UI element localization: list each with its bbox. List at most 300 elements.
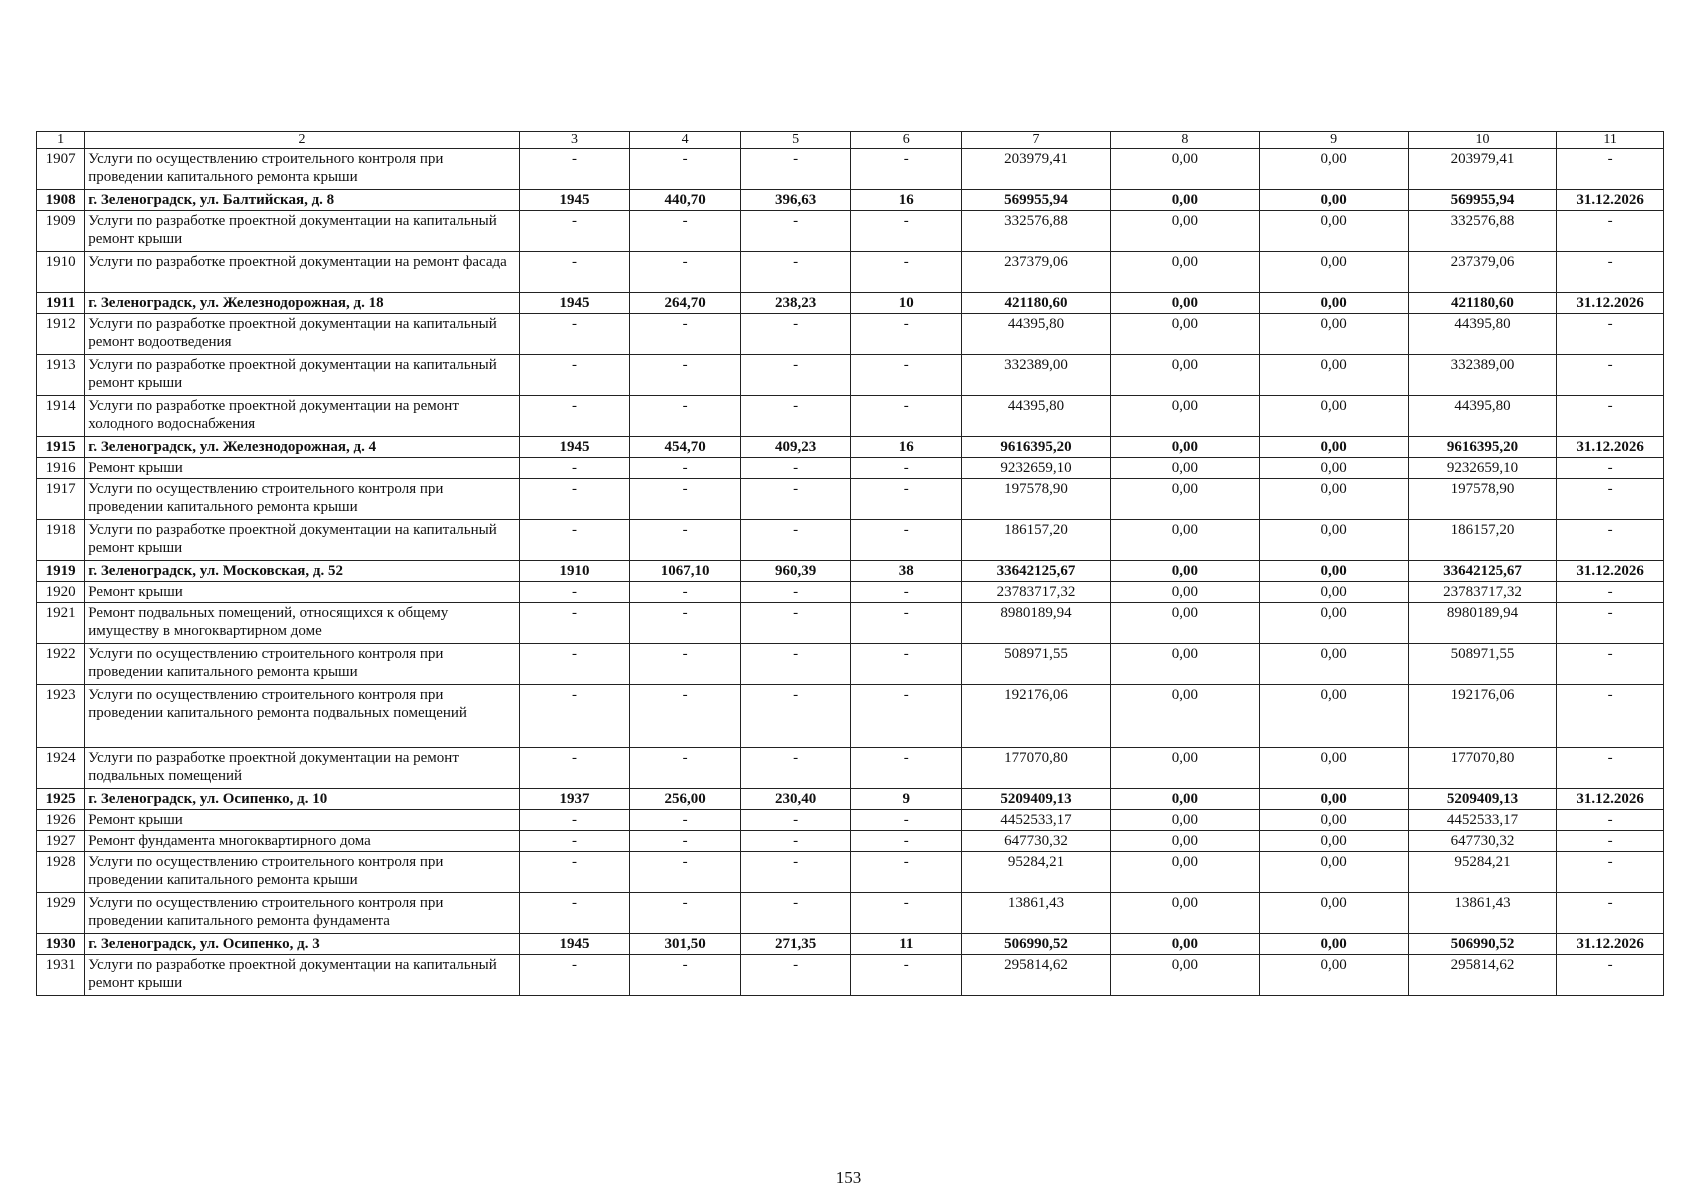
year-built-cell: - (519, 831, 630, 852)
column-header: 3 (519, 132, 630, 149)
cost-col-8-cell: 0,00 (1110, 810, 1259, 831)
row-number-cell: 1918 (37, 520, 85, 561)
residents-cell: 9 (851, 789, 962, 810)
repair-program-table (36, 131, 1664, 996)
completion-date-cell: 31.12.2026 (1557, 561, 1664, 582)
row-number-cell: 1912 (37, 314, 85, 355)
table-header-row (37, 132, 1664, 149)
total-cost-cell: 569955,94 (962, 190, 1111, 211)
total-area-cell: - (630, 852, 741, 893)
work-name-cell: Услуги по осуществлению строительного контроля при проведении капитального ремонта крыши (85, 644, 519, 685)
total-area-cell: 301,50 (630, 934, 741, 955)
work-name-cell: г. Зеленоградск, ул. Железнодорожная, д. 18 (85, 293, 519, 314)
work-name-cell: Услуги по разработке проектной документации на капитальный ремонт крыши (85, 211, 519, 252)
cost-col-8-cell: 0,00 (1110, 190, 1259, 211)
cost-col-8-cell: 0,00 (1110, 582, 1259, 603)
cost-col-9-cell: 0,00 (1259, 561, 1408, 582)
living-area-cell: 230,40 (740, 789, 851, 810)
address-row (37, 437, 1664, 458)
living-area-cell: - (740, 458, 851, 479)
completion-date-cell: 31.12.2026 (1557, 190, 1664, 211)
cost-col-8-cell: 0,00 (1110, 561, 1259, 582)
year-built-cell: - (519, 520, 630, 561)
completion-date-cell: 31.12.2026 (1557, 789, 1664, 810)
year-built-cell: - (519, 582, 630, 603)
total-cost-cell: 23783717,32 (962, 582, 1111, 603)
living-area-cell: - (740, 955, 851, 996)
column-header: 8 (1110, 132, 1259, 149)
cost-col-10-cell: 13861,43 (1408, 893, 1557, 934)
living-area-cell: - (740, 396, 851, 437)
living-area-cell: - (740, 852, 851, 893)
cost-col-9-cell: 0,00 (1259, 355, 1408, 396)
living-area-cell: 396,63 (740, 190, 851, 211)
work-item-row (37, 603, 1664, 644)
work-name-cell: Услуги по осуществлению строительного контроля при проведении капитального ремонта крыши (85, 149, 519, 190)
work-name-cell: Услуги по разработке проектной документации на ремонт холодного водоснабжения (85, 396, 519, 437)
row-number-cell: 1930 (37, 934, 85, 955)
year-built-cell: - (519, 685, 630, 748)
work-item-row (37, 149, 1664, 190)
year-built-cell: - (519, 810, 630, 831)
residents-cell: 10 (851, 293, 962, 314)
year-built-cell: - (519, 955, 630, 996)
column-header: 6 (851, 132, 962, 149)
cost-col-10-cell: 421180,60 (1408, 293, 1557, 314)
year-built-cell: 1945 (519, 293, 630, 314)
cost-col-8-cell: 0,00 (1110, 458, 1259, 479)
cost-col-8-cell: 0,00 (1110, 293, 1259, 314)
address-row (37, 934, 1664, 955)
residents-cell: - (851, 582, 962, 603)
cost-col-9-cell: 0,00 (1259, 955, 1408, 996)
cost-col-9-cell: 0,00 (1259, 685, 1408, 748)
living-area-cell: - (740, 644, 851, 685)
work-item-row (37, 748, 1664, 789)
total-area-cell: 454,70 (630, 437, 741, 458)
row-number-cell: 1915 (37, 437, 85, 458)
cost-col-8-cell: 0,00 (1110, 852, 1259, 893)
work-item-row (37, 685, 1664, 748)
cost-col-8-cell: 0,00 (1110, 644, 1259, 685)
residents-cell: - (851, 355, 962, 396)
total-cost-cell: 44395,80 (962, 314, 1111, 355)
work-name-cell: Услуги по разработке проектной документации на капитальный ремонт водоотведения (85, 314, 519, 355)
cost-col-10-cell: 8980189,94 (1408, 603, 1557, 644)
total-area-cell: - (630, 582, 741, 603)
living-area-cell: - (740, 893, 851, 934)
cost-col-8-cell: 0,00 (1110, 748, 1259, 789)
year-built-cell: - (519, 852, 630, 893)
residents-cell: - (851, 810, 962, 831)
cost-col-10-cell: 506990,52 (1408, 934, 1557, 955)
living-area-cell: - (740, 479, 851, 520)
total-area-cell: - (630, 314, 741, 355)
total-cost-cell: 332389,00 (962, 355, 1111, 396)
total-area-cell: 264,70 (630, 293, 741, 314)
total-cost-cell: 197578,90 (962, 479, 1111, 520)
cost-col-10-cell: 332576,88 (1408, 211, 1557, 252)
cost-col-8-cell: 0,00 (1110, 149, 1259, 190)
residents-cell: 38 (851, 561, 962, 582)
total-cost-cell: 8980189,94 (962, 603, 1111, 644)
completion-date-cell: - (1557, 396, 1664, 437)
completion-date-cell: - (1557, 748, 1664, 789)
cost-col-9-cell: 0,00 (1259, 437, 1408, 458)
cost-col-10-cell: 177070,80 (1408, 748, 1557, 789)
year-built-cell: - (519, 479, 630, 520)
completion-date-cell: - (1557, 149, 1664, 190)
total-cost-cell: 332576,88 (962, 211, 1111, 252)
work-item-row (37, 955, 1664, 996)
year-built-cell: 1937 (519, 789, 630, 810)
row-number-cell: 1926 (37, 810, 85, 831)
cost-col-10-cell: 332389,00 (1408, 355, 1557, 396)
work-name-cell: г. Зеленоградск, ул. Балтийская, д. 8 (85, 190, 519, 211)
work-name-cell: Ремонт крыши (85, 810, 519, 831)
column-header: 5 (740, 132, 851, 149)
table-body (37, 149, 1664, 996)
living-area-cell: 271,35 (740, 934, 851, 955)
residents-cell: 16 (851, 437, 962, 458)
total-cost-cell: 5209409,13 (962, 789, 1111, 810)
row-number-cell: 1925 (37, 789, 85, 810)
residents-cell: - (851, 644, 962, 685)
work-item-row (37, 479, 1664, 520)
living-area-cell: - (740, 314, 851, 355)
cost-col-10-cell: 647730,32 (1408, 831, 1557, 852)
work-item-row (37, 458, 1664, 479)
cost-col-10-cell: 192176,06 (1408, 685, 1557, 748)
row-number-cell: 1928 (37, 852, 85, 893)
address-row (37, 190, 1664, 211)
work-name-cell: г. Зеленоградск, ул. Осипенко, д. 3 (85, 934, 519, 955)
total-area-cell: - (630, 955, 741, 996)
cost-col-10-cell: 9616395,20 (1408, 437, 1557, 458)
total-area-cell: - (630, 458, 741, 479)
work-item-row (37, 582, 1664, 603)
completion-date-cell: - (1557, 252, 1664, 293)
completion-date-cell: - (1557, 852, 1664, 893)
row-number-cell: 1920 (37, 582, 85, 603)
total-cost-cell: 177070,80 (962, 748, 1111, 789)
living-area-cell: - (740, 582, 851, 603)
work-item-row (37, 252, 1664, 293)
total-area-cell: - (630, 831, 741, 852)
residents-cell: - (851, 211, 962, 252)
total-area-cell: 440,70 (630, 190, 741, 211)
total-cost-cell: 186157,20 (962, 520, 1111, 561)
cost-col-10-cell: 186157,20 (1408, 520, 1557, 561)
row-number-cell: 1913 (37, 355, 85, 396)
year-built-cell: 1910 (519, 561, 630, 582)
cost-col-8-cell: 0,00 (1110, 893, 1259, 934)
completion-date-cell: - (1557, 211, 1664, 252)
residents-cell: - (851, 831, 962, 852)
work-name-cell: Услуги по осуществлению строительного контроля при проведении капитального ремонта подвальных помещений (85, 685, 519, 748)
row-number-cell: 1921 (37, 603, 85, 644)
cost-col-8-cell: 0,00 (1110, 211, 1259, 252)
cost-col-9-cell: 0,00 (1259, 293, 1408, 314)
address-row (37, 789, 1664, 810)
total-area-cell: - (630, 810, 741, 831)
completion-date-cell: - (1557, 355, 1664, 396)
cost-col-9-cell: 0,00 (1259, 458, 1408, 479)
column-header: 9 (1259, 132, 1408, 149)
cost-col-10-cell: 4452533,17 (1408, 810, 1557, 831)
total-cost-cell: 95284,21 (962, 852, 1111, 893)
residents-cell: - (851, 520, 962, 561)
cost-col-8-cell: 0,00 (1110, 479, 1259, 520)
total-cost-cell: 506990,52 (962, 934, 1111, 955)
row-number-cell: 1914 (37, 396, 85, 437)
row-number-cell: 1927 (37, 831, 85, 852)
work-item-row (37, 810, 1664, 831)
cost-col-10-cell: 9232659,10 (1408, 458, 1557, 479)
work-name-cell: Ремонт подвальных помещений, относящихся к общему имуществу в многоквартирном доме (85, 603, 519, 644)
completion-date-cell: - (1557, 685, 1664, 748)
row-number-cell: 1929 (37, 893, 85, 934)
work-name-cell: Услуги по осуществлению строительного контроля при проведении капитального ремонта крыши (85, 852, 519, 893)
column-header: 1 (37, 132, 85, 149)
work-item-row (37, 852, 1664, 893)
residents-cell: - (851, 458, 962, 479)
row-number-cell: 1931 (37, 955, 85, 996)
row-number-cell: 1924 (37, 748, 85, 789)
work-name-cell: Услуги по разработке проектной документации на капитальный ремонт крыши (85, 355, 519, 396)
residents-cell: - (851, 955, 962, 996)
work-item-row (37, 355, 1664, 396)
cost-col-9-cell: 0,00 (1259, 582, 1408, 603)
completion-date-cell: 31.12.2026 (1557, 293, 1664, 314)
residents-cell: - (851, 685, 962, 748)
total-area-cell: - (630, 149, 741, 190)
column-header: 10 (1408, 132, 1557, 149)
living-area-cell: - (740, 211, 851, 252)
cost-col-8-cell: 0,00 (1110, 314, 1259, 355)
address-row (37, 561, 1664, 582)
year-built-cell: 1945 (519, 934, 630, 955)
living-area-cell: - (740, 810, 851, 831)
cost-col-8-cell: 0,00 (1110, 520, 1259, 561)
cost-col-9-cell: 0,00 (1259, 603, 1408, 644)
total-cost-cell: 421180,60 (962, 293, 1111, 314)
residents-cell: 16 (851, 190, 962, 211)
cost-col-8-cell: 0,00 (1110, 831, 1259, 852)
living-area-cell: - (740, 831, 851, 852)
cost-col-9-cell: 0,00 (1259, 644, 1408, 685)
cost-col-8-cell: 0,00 (1110, 955, 1259, 996)
living-area-cell: - (740, 149, 851, 190)
living-area-cell: 409,23 (740, 437, 851, 458)
year-built-cell: - (519, 603, 630, 644)
cost-col-9-cell: 0,00 (1259, 314, 1408, 355)
cost-col-8-cell: 0,00 (1110, 603, 1259, 644)
total-area-cell: - (630, 748, 741, 789)
completion-date-cell: - (1557, 893, 1664, 934)
cost-col-10-cell: 23783717,32 (1408, 582, 1557, 603)
completion-date-cell: - (1557, 479, 1664, 520)
cost-col-10-cell: 44395,80 (1408, 396, 1557, 437)
row-number-cell: 1911 (37, 293, 85, 314)
year-built-cell: - (519, 355, 630, 396)
completion-date-cell: - (1557, 955, 1664, 996)
year-built-cell: 1945 (519, 190, 630, 211)
total-cost-cell: 203979,41 (962, 149, 1111, 190)
cost-col-9-cell: 0,00 (1259, 149, 1408, 190)
work-item-row (37, 644, 1664, 685)
total-cost-cell: 4452533,17 (962, 810, 1111, 831)
total-cost-cell: 508971,55 (962, 644, 1111, 685)
living-area-cell: - (740, 603, 851, 644)
work-name-cell: Услуги по разработке проектной документации на ремонт подвальных помещений (85, 748, 519, 789)
page-number: 153 (835, 1168, 862, 1187)
work-name-cell: г. Зеленоградск, ул. Осипенко, д. 10 (85, 789, 519, 810)
total-cost-cell: 9616395,20 (962, 437, 1111, 458)
total-area-cell: - (630, 893, 741, 934)
cost-col-9-cell: 0,00 (1259, 893, 1408, 934)
work-name-cell: Услуги по разработке проектной документации на ремонт фасада (85, 252, 519, 293)
year-built-cell: 1945 (519, 437, 630, 458)
cost-col-9-cell: 0,00 (1259, 252, 1408, 293)
total-area-cell: - (630, 520, 741, 561)
total-area-cell: - (630, 211, 741, 252)
cost-col-10-cell: 33642125,67 (1408, 561, 1557, 582)
residents-cell: - (851, 149, 962, 190)
residents-cell: - (851, 479, 962, 520)
work-item-row (37, 520, 1664, 561)
work-item-row (37, 396, 1664, 437)
row-number-cell: 1907 (37, 149, 85, 190)
total-area-cell: - (630, 252, 741, 293)
completion-date-cell: - (1557, 314, 1664, 355)
work-name-cell: Услуги по разработке проектной документации на капитальный ремонт крыши (85, 520, 519, 561)
work-name-cell: Услуги по осуществлению строительного контроля при проведении капитального ремонта фундамента (85, 893, 519, 934)
year-built-cell: - (519, 252, 630, 293)
residents-cell: - (851, 252, 962, 293)
total-cost-cell: 13861,43 (962, 893, 1111, 934)
living-area-cell: 960,39 (740, 561, 851, 582)
cost-col-9-cell: 0,00 (1259, 479, 1408, 520)
residents-cell: - (851, 893, 962, 934)
residents-cell: 11 (851, 934, 962, 955)
work-item-row (37, 831, 1664, 852)
living-area-cell: - (740, 355, 851, 396)
address-row (37, 293, 1664, 314)
completion-date-cell: - (1557, 458, 1664, 479)
total-cost-cell: 295814,62 (962, 955, 1111, 996)
year-built-cell: - (519, 748, 630, 789)
work-item-row (37, 211, 1664, 252)
column-header: 2 (85, 132, 519, 149)
total-area-cell: - (630, 685, 741, 748)
cost-col-10-cell: 237379,06 (1408, 252, 1557, 293)
cost-col-8-cell: 0,00 (1110, 789, 1259, 810)
residents-cell: - (851, 852, 962, 893)
cost-col-9-cell: 0,00 (1259, 810, 1408, 831)
row-number-cell: 1917 (37, 479, 85, 520)
cost-col-9-cell: 0,00 (1259, 396, 1408, 437)
total-area-cell: - (630, 396, 741, 437)
completion-date-cell: - (1557, 582, 1664, 603)
column-header: 11 (1557, 132, 1664, 149)
completion-date-cell: - (1557, 603, 1664, 644)
total-cost-cell: 33642125,67 (962, 561, 1111, 582)
total-cost-cell: 647730,32 (962, 831, 1111, 852)
living-area-cell: - (740, 252, 851, 293)
cost-col-10-cell: 508971,55 (1408, 644, 1557, 685)
cost-col-9-cell: 0,00 (1259, 748, 1408, 789)
cost-col-9-cell: 0,00 (1259, 852, 1408, 893)
total-area-cell: 256,00 (630, 789, 741, 810)
cost-col-9-cell: 0,00 (1259, 211, 1408, 252)
work-item-row (37, 893, 1664, 934)
column-header: 7 (962, 132, 1111, 149)
row-number-cell: 1923 (37, 685, 85, 748)
completion-date-cell: - (1557, 810, 1664, 831)
total-area-cell: 1067,10 (630, 561, 741, 582)
cost-col-10-cell: 44395,80 (1408, 314, 1557, 355)
document-page (36, 131, 1664, 996)
year-built-cell: - (519, 149, 630, 190)
row-number-cell: 1916 (37, 458, 85, 479)
total-cost-cell: 237379,06 (962, 252, 1111, 293)
cost-col-10-cell: 95284,21 (1408, 852, 1557, 893)
cost-col-10-cell: 203979,41 (1408, 149, 1557, 190)
year-built-cell: - (519, 396, 630, 437)
work-name-cell: Услуги по разработке проектной документации на капитальный ремонт крыши (85, 955, 519, 996)
cost-col-9-cell: 0,00 (1259, 520, 1408, 561)
work-name-cell: Ремонт фундамента многоквартирного дома (85, 831, 519, 852)
year-built-cell: - (519, 644, 630, 685)
completion-date-cell: 31.12.2026 (1557, 437, 1664, 458)
total-cost-cell: 9232659,10 (962, 458, 1111, 479)
row-number-cell: 1908 (37, 190, 85, 211)
cost-col-8-cell: 0,00 (1110, 437, 1259, 458)
column-header: 4 (630, 132, 741, 149)
year-built-cell: - (519, 211, 630, 252)
living-area-cell: - (740, 520, 851, 561)
cost-col-8-cell: 0,00 (1110, 396, 1259, 437)
cost-col-8-cell: 0,00 (1110, 252, 1259, 293)
cost-col-8-cell: 0,00 (1110, 934, 1259, 955)
cost-col-10-cell: 569955,94 (1408, 190, 1557, 211)
total-cost-cell: 192176,06 (962, 685, 1111, 748)
cost-col-10-cell: 295814,62 (1408, 955, 1557, 996)
year-built-cell: - (519, 893, 630, 934)
work-item-row (37, 314, 1664, 355)
total-area-cell: - (630, 479, 741, 520)
completion-date-cell: - (1557, 520, 1664, 561)
residents-cell: - (851, 314, 962, 355)
residents-cell: - (851, 396, 962, 437)
residents-cell: - (851, 748, 962, 789)
living-area-cell: 238,23 (740, 293, 851, 314)
work-name-cell: г. Зеленоградск, ул. Московская, д. 52 (85, 561, 519, 582)
cost-col-9-cell: 0,00 (1259, 190, 1408, 211)
completion-date-cell: 31.12.2026 (1557, 934, 1664, 955)
row-number-cell: 1922 (37, 644, 85, 685)
completion-date-cell: - (1557, 831, 1664, 852)
work-name-cell: Ремонт крыши (85, 582, 519, 603)
year-built-cell: - (519, 458, 630, 479)
living-area-cell: - (740, 748, 851, 789)
cost-col-10-cell: 5209409,13 (1408, 789, 1557, 810)
cost-col-10-cell: 197578,90 (1408, 479, 1557, 520)
total-area-cell: - (630, 644, 741, 685)
total-cost-cell: 44395,80 (962, 396, 1111, 437)
row-number-cell: 1919 (37, 561, 85, 582)
